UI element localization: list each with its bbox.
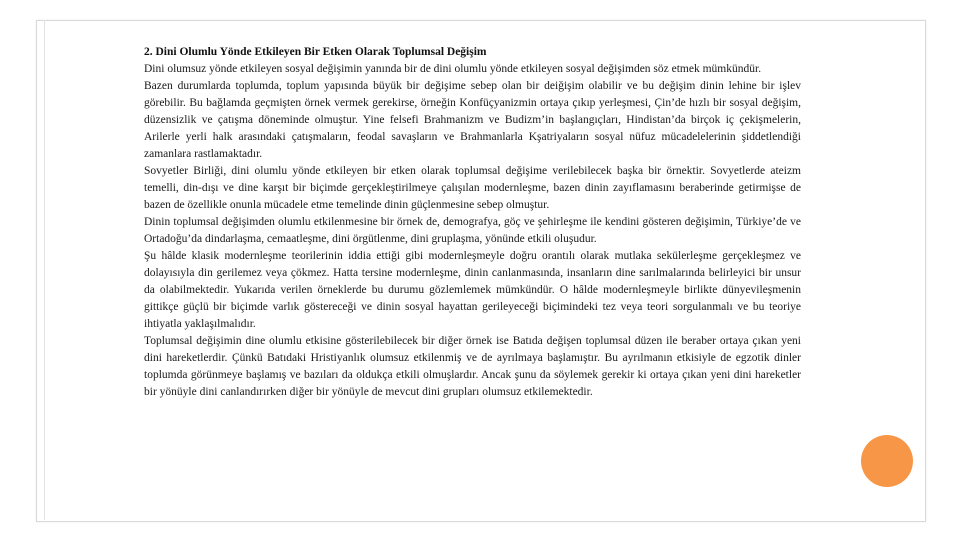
paragraph-5: Şu hâlde klasik modernleşme teorilerinin iddia ettiği gibi modernleşmeyle doğru orantılı olarak mutlaka sekülerleşme gerçekleşmez ve dolayısıyla din gerilemez veya çökmez. Hatta tersine modernleşme, dinin canlanmasında, insanların dine sarılmalarında belirleyici bir unsur da olabilmektedir. Yukarıda verilen örneklerde bu durumu gözlemlemek mümkündür. O hâlde modernleşmeyle birlikte dünyevileşmenin gittikçe güçlü bir biçimde varlık göstereceği ve dinin sosyal hayattan gerileyeceği biçimindeki tez veya teori sorgulanmalı ve bu teoriye ihtiyatla yaklaşılmalıdır. [144, 250, 801, 330]
paragraph-1: Dini olumsuz yönde etkileyen sosyal değişimin yanında bir de dini olumlu yönde etkileyen sosyal değişimden söz etmek mümkündür. [144, 63, 762, 75]
paragraph-6: Toplumsal değişimin dine olumlu etkisine gösterilebilecek bir diğer örnek ise Batıda değişen toplumsal düzen ile beraber ortaya çıkan yeni dini hareketlerdir. Çünkü Batıdaki Hristiyanlık olumsuz etkilenmiş ve de ayrılmaya başlamıştır. Bu ayrılmanın etkisiyle de egzotik dinler toplumda görünmeye başlamış ve bazıları da oldukça etkili olmuşlardır. Ancak şunu da söylemek gerekir ki ortaya çıkan yeni dini hareketler bir yönüyle dini canlandırırken diğer bir yönüyle de mevcut dini grupları olumsuz etkilemektedir. [144, 335, 801, 398]
paragraph-2: Bazen durumlarda toplumda, toplum yapısında büyük bir değişime sebep olan bir deiğişim olabilir ve bu değişim dinin lehine bir işlev görebilir. Bu bağlamda geçmişten örnek vermek gerekirse, örneğin Konfüçyanizmin ortaya çıkıp yerleşmesi, Çin’de hızlı bir sosyal değişim, düzensizlik ve çatışma döneminde olmuştur. Yine felsefi Brahmanizm ve Budizm’in başlangıçları, Hindistan’da birçok iç çekişmelerin, Arilerle yerli halk arasındaki çatışmaların, feodal savaşların ve Brahmanlarla Kşatriyaların sosyal nüfuz mücadelelerinin şiddetlendiği zamanlara rastlamaktadır. [144, 80, 801, 160]
left-rule-line [44, 20, 45, 520]
paragraph-4: Dinin toplumsal değişimden olumlu etkilenmesine bir örnek de, demografya, göç ve şehirleşme ile kendini gösteren değişimin, Türkiye’de ve Ortadoğu’da dindarlaşma, cemaatleşme, dini örgütlenme, dini gruplaşma, yönünde etkili oluşudur. [144, 216, 801, 245]
text-body [144, 44, 801, 401]
section-heading: 2. Dini Olumlu Yönde Etkileyen Bir Etken Olarak Toplumsal Değişim [144, 46, 487, 58]
orange-accent-circle [861, 435, 913, 487]
paragraph-3: Sovyetler Birliği, dini olumlu yönde etkileyen bir etken olarak toplumsal değişime verilebilecek başka bir örnektir. Sovyetlerde ateizm temelli, din-dışı ve dine karşıt bir biçimde gerçekleştirilmeye çalışılan modernleşme, bazen dinin zayıflamasını beraberinde getirmişse de bazen de özellikle onunla mücadele etme temelinde dinin güçlenmesine sebep olmuştur. [144, 165, 801, 211]
